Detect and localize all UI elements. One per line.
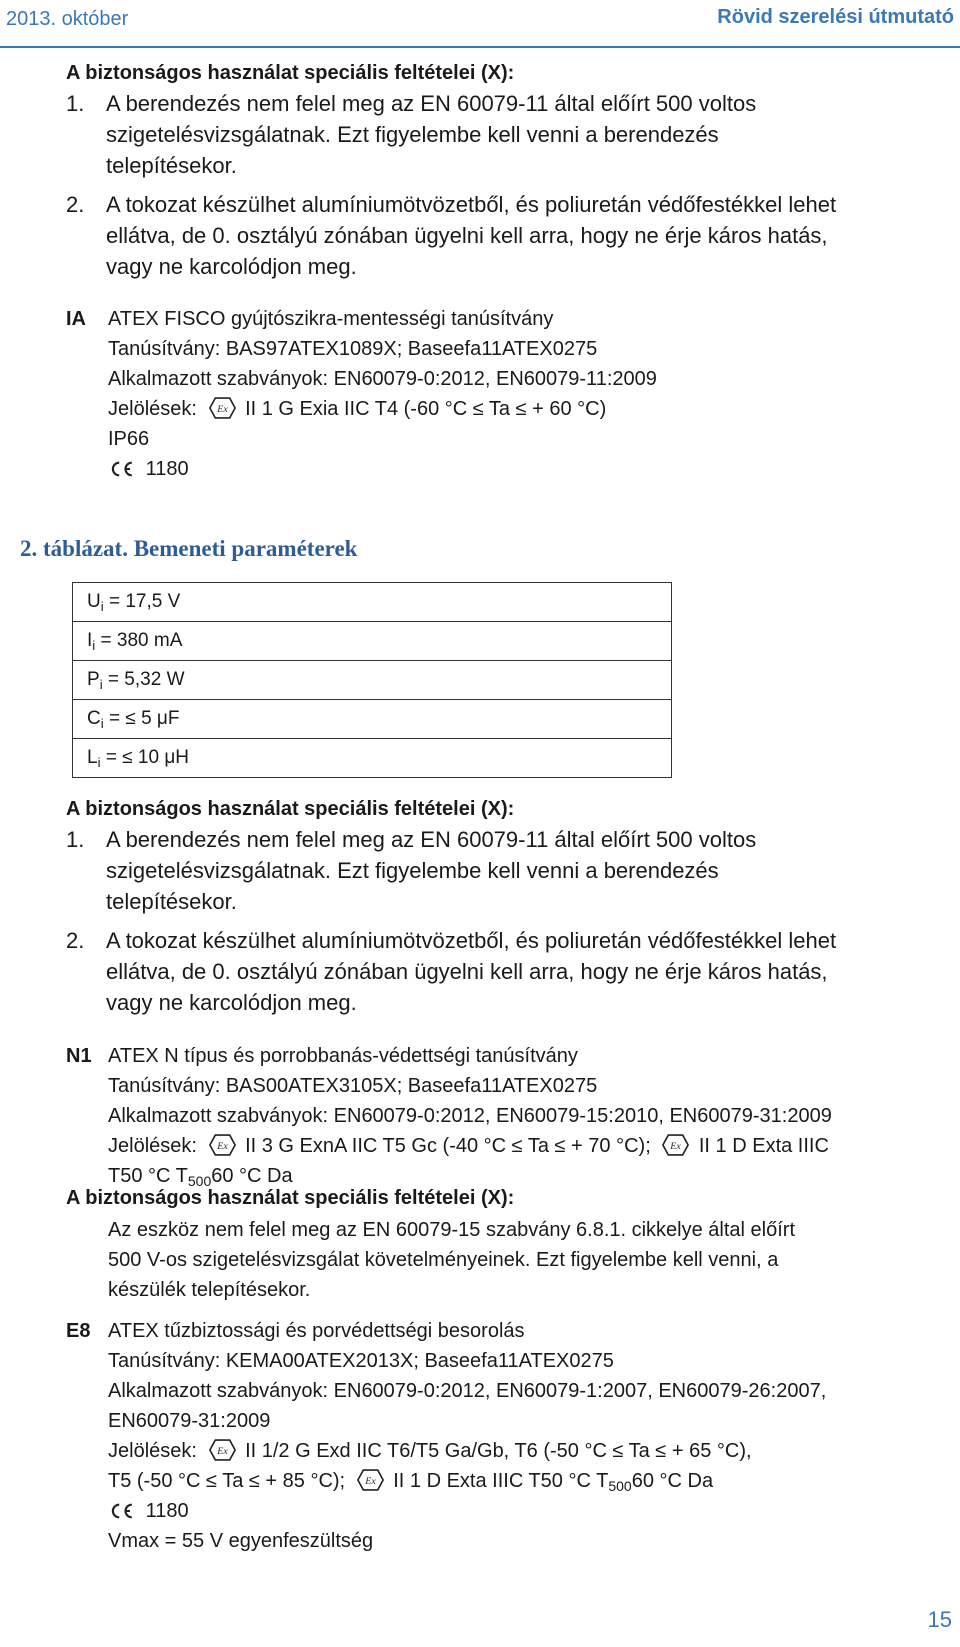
table-title: 2. táblázat. Bemeneti paraméterek bbox=[20, 536, 358, 561]
special-conditions-2 bbox=[66, 794, 956, 1018]
ex-hexagon-icon bbox=[209, 1134, 236, 1156]
table-row bbox=[73, 583, 672, 622]
e8-certificate: Tanúsítvány: KEMA00ATEX2013X; Baseefa11ATEX0275 bbox=[108, 1350, 614, 1372]
ia-marking-line bbox=[108, 394, 958, 424]
marking-label: Jelölések: bbox=[108, 398, 197, 420]
special-conditions-heading: A biztonságos használat speciális feltételei (X): bbox=[66, 798, 515, 820]
svg-text:Ex: Ex bbox=[216, 404, 228, 416]
condition-line: szigetelésvizsgálatnak. Ezt figyelembe kell venni a berendezés bbox=[106, 858, 719, 883]
condition-line: A tokozat készülhet alumíniumötvözetből, és poliuretán védőfestékkel lehet bbox=[106, 928, 837, 953]
condition-line: ellátva, de 0. osztályú zónában ügyelni kell arra, hogy ne érje káros hatás, bbox=[106, 223, 828, 248]
header-date: 2013. október bbox=[6, 8, 129, 30]
e8-marking: T5 (-50 °C ≤ Ta ≤ + 85 °C); bbox=[108, 1470, 346, 1492]
section-ia bbox=[108, 304, 958, 484]
condition-line: vagy ne karcolódjon meg. bbox=[106, 254, 357, 279]
ia-title: ATEX FISCO gyújtószikra-mentességi tanúsítvány bbox=[108, 308, 554, 330]
table-cell: $L_i$ = ≤ 10 μH bbox=[73, 739, 672, 778]
e8-standards: Alkalmazott szabványok: EN60079-0:2012, EN60079-1:2007, EN60079-26:2007, bbox=[108, 1380, 827, 1402]
condition-line: telepítésekor. bbox=[106, 153, 237, 178]
condition-item-2 bbox=[66, 189, 956, 282]
section-code-e8: E8 bbox=[66, 1320, 91, 1342]
condition-number: 1. bbox=[66, 827, 85, 852]
condition-item-2 bbox=[66, 925, 956, 1018]
condition-line: ellátva, de 0. osztályú zónában ügyelni kell arra, hogy ne érje káros hatás, bbox=[106, 959, 828, 984]
ex-hexagon-icon bbox=[209, 397, 236, 419]
e8-marking-line bbox=[108, 1436, 958, 1466]
special-conditions-3 bbox=[66, 1183, 956, 1213]
condition-line: készülék telepítésekor. bbox=[108, 1279, 311, 1301]
svg-text:Ex: Ex bbox=[216, 1141, 228, 1153]
condition-item-1 bbox=[66, 88, 956, 181]
header-title: Rövid szerelési útmutató bbox=[717, 6, 954, 28]
svg-text:Ex: Ex bbox=[364, 1476, 376, 1488]
condition-line: szigetelésvizsgálatnak. Ezt figyelembe kell venni a berendezés bbox=[106, 122, 719, 147]
special-conditions-heading: A biztonságos használat speciális feltételei (X): bbox=[66, 1187, 515, 1209]
e8-title: ATEX tűzbiztossági és porvédettségi besorolás bbox=[108, 1320, 525, 1342]
n1-marking: II 1 D Exta IIIC bbox=[698, 1135, 829, 1157]
n1-certificate: Tanúsítvány: BAS00ATEX3105X; Baseefa11ATEX0275 bbox=[108, 1075, 598, 1097]
table-row bbox=[73, 739, 672, 778]
section-code-n1: N1 bbox=[66, 1045, 92, 1067]
condition-number: 2. bbox=[66, 192, 85, 217]
svg-text:Ex: Ex bbox=[670, 1141, 682, 1153]
condition-line: telepítésekor. bbox=[106, 889, 237, 914]
e8-vmax: Vmax = 55 V egyenfeszültség bbox=[108, 1530, 374, 1552]
section-e8 bbox=[108, 1316, 958, 1556]
ce-number: 1180 bbox=[145, 458, 189, 480]
section-n1 bbox=[108, 1041, 958, 1191]
n1-title: ATEX N típus és porrobbanás-védettségi tanúsítvány bbox=[108, 1045, 578, 1067]
page-number: 15 bbox=[927, 1607, 952, 1632]
svg-text:Ex: Ex bbox=[216, 1446, 228, 1458]
condition-line: 500 V-os szigetelésvizsgálat követelményeinek. Ezt figyelembe kell venni, a bbox=[108, 1249, 779, 1271]
table-cell: $U_i = 17,5$ V bbox=[73, 583, 672, 622]
n1-marking-line-2: T50 °C $T_{500}60$ °C Da bbox=[108, 1165, 293, 1189]
condition-line: A berendezés nem felel meg az EN 60079-11 által előírt 500 voltos bbox=[106, 827, 757, 852]
input-parameters-table bbox=[72, 582, 672, 778]
e8-ce-line bbox=[108, 1496, 958, 1526]
e8-standards-cont: EN60079-31:2009 bbox=[108, 1410, 271, 1432]
n1-marking: II 3 G ExnA IIC T5 Gc (-40 °C ≤ Ta ≤ + 70 °C); bbox=[245, 1135, 651, 1157]
e8-marking: II 1/2 G Exd IIC T6/T5 Ga/Gb, T6 (-50 °C ≤ Ta ≤ + 65 °C), bbox=[245, 1440, 752, 1462]
marking-label: Jelölések: bbox=[108, 1440, 197, 1462]
table-cell: $I_i = 380$ mA bbox=[73, 622, 672, 661]
marking-label: Jelölések: bbox=[108, 1135, 197, 1157]
condition-number: 1. bbox=[66, 91, 85, 116]
condition-item-1 bbox=[66, 824, 956, 917]
ia-certificate: Tanúsítvány: BAS97ATEX1089X; Baseefa11ATEX0275 bbox=[108, 338, 598, 360]
table-cell: $P_i = 5,32$ W bbox=[73, 661, 672, 700]
ce-number: 1180 bbox=[145, 1500, 189, 1522]
ce-mark-icon bbox=[108, 1502, 134, 1520]
condition-line: vagy ne karcolódjon meg. bbox=[106, 990, 357, 1015]
header-rule bbox=[0, 46, 960, 48]
condition-line: A berendezés nem felel meg az EN 60079-11 által előírt 500 voltos bbox=[106, 91, 757, 116]
page-header bbox=[0, 0, 960, 46]
section-code-ia: IA bbox=[66, 308, 86, 330]
e8-marking-line-2: T5 (-50 °C ≤ Ta ≤ + 85 °C); Ex II 1 D Exta IIIC T50 °C $T_{500}60$ °C Da bbox=[108, 1470, 714, 1494]
table-row bbox=[73, 700, 672, 739]
special-conditions-1 bbox=[66, 58, 956, 282]
ex-hexagon-icon bbox=[662, 1134, 689, 1156]
n1-marking-line bbox=[108, 1131, 958, 1161]
ex-hexagon-icon bbox=[357, 1469, 384, 1491]
condition-number: 2. bbox=[66, 928, 85, 953]
n1-standards: Alkalmazott szabványok: EN60079-0:2012, EN60079-15:2010, EN60079-31:2009 bbox=[108, 1105, 832, 1127]
table-row bbox=[73, 661, 672, 700]
table-cell: $C_i$ = ≤ 5 μF bbox=[73, 700, 672, 739]
condition-line: A tokozat készülhet alumíniumötvözetből, és poliuretán védőfestékkel lehet bbox=[106, 192, 837, 217]
ia-ip-rating: IP66 bbox=[108, 428, 150, 450]
ia-standards: Alkalmazott szabványok: EN60079-0:2012, EN60079-11:2009 bbox=[108, 368, 657, 390]
table-row bbox=[73, 622, 672, 661]
ex-hexagon-icon bbox=[209, 1439, 236, 1461]
ce-mark-icon bbox=[108, 460, 134, 478]
ia-ce-line bbox=[108, 454, 958, 484]
special-conditions-3-text bbox=[108, 1215, 958, 1305]
special-conditions-heading: A biztonságos használat speciális feltételei (X): bbox=[66, 62, 515, 84]
condition-line: Az eszköz nem felel meg az EN 60079-15 szabvány 6.8.1. cikkelye által előírt bbox=[108, 1219, 796, 1241]
ia-marking: II 1 G Exia IIC T4 (-60 °C ≤ Ta ≤ + 60 °C) bbox=[245, 398, 607, 420]
